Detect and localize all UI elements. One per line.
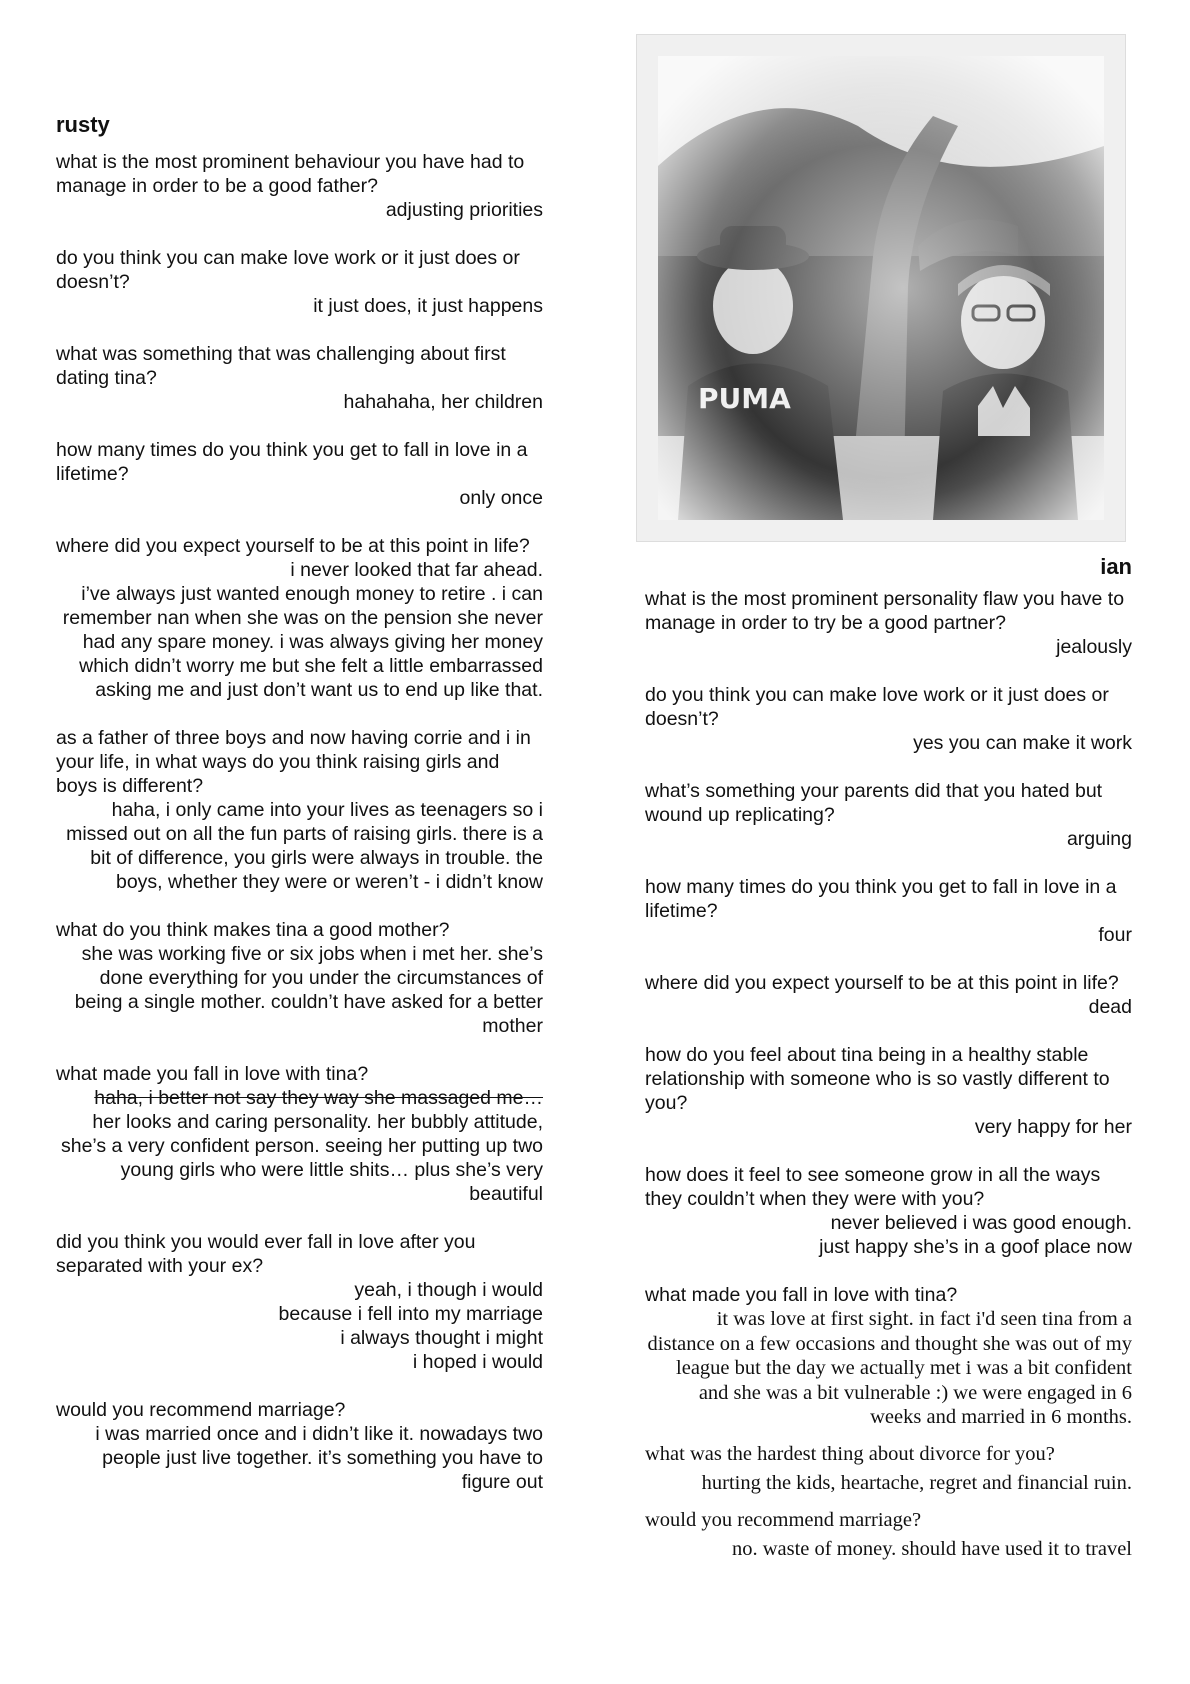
qa-item xyxy=(56,1398,543,1494)
qa-item xyxy=(645,1163,1132,1259)
ian-section xyxy=(645,554,1132,1572)
answer: adjusting priorities xyxy=(385,199,543,221)
answer: arguing xyxy=(1066,828,1132,850)
qa-item xyxy=(56,918,543,1038)
photo-two-men xyxy=(658,56,1104,520)
answer: hahahaha, her children xyxy=(343,391,543,413)
answer: she was working five or six jobs when i met her. she’s done everything for you under the circumstances of being a single mother. couldn’t have asked for a better mother xyxy=(74,943,543,1037)
answer: i never looked that far ahead. i’ve always just wanted enough money to retire . i can remember nan when she was on the pension she never had any spare money. i was always giving her money which didn’t worry me but she felt a little embarrassed asking me and just don’t want us to end up like that. xyxy=(62,559,543,701)
answer: four xyxy=(1098,924,1132,946)
qa-item xyxy=(645,1508,1132,1562)
qa-item xyxy=(56,150,543,222)
answer: haha, i only came into your lives as teenagers so i missed out on all the fun parts of raising girls. there is a bit of difference, you girls were always in trouble. the boys, whether they were or weren’t - i didn’t know xyxy=(66,799,543,893)
question: did you think you would ever fall in love after you separated with your ex? xyxy=(56,1231,476,1277)
question: where did you expect yourself to be at this point in life? xyxy=(645,972,1119,994)
qa-item xyxy=(56,438,543,510)
qa-item xyxy=(645,1442,1132,1496)
question: what was something that was challenging about first dating tina? xyxy=(56,343,506,389)
struck-answer: haha, i better not say they way she massaged me… xyxy=(94,1087,543,1109)
qa-item xyxy=(645,683,1132,755)
qa-item xyxy=(645,875,1132,947)
answer: i was married once and i didn’t like it. nowadays two people just live together. it’s something you have to figure out xyxy=(95,1423,543,1493)
answer: it was love at first sight. in fact i'd seen tina from a distance on a few occasions and thought she was out of my league but the day we actually met i was a bit confident and she was a bit vulnerable :) we were engaged in 6 weeks and married in 6 months. xyxy=(647,1308,1132,1428)
answer: dead xyxy=(1088,996,1132,1018)
question: what is the most prominent personality flaw you have to manage in order to try be a good partner? xyxy=(645,588,1125,634)
rusty-heading: rusty xyxy=(56,112,110,137)
answer: very happy for her xyxy=(974,1116,1132,1138)
answer: no. waste of money. should have used it to travel xyxy=(731,1538,1132,1560)
qa-item xyxy=(56,534,543,702)
qa-item xyxy=(645,971,1132,1019)
rusty-section xyxy=(56,112,543,1518)
question: where did you expect yourself to be at this point in life? xyxy=(56,535,530,557)
polaroid-photo xyxy=(636,34,1126,542)
answer: jealously xyxy=(1056,636,1132,658)
question: what’s something your parents did that you hated but wound up replicating? xyxy=(645,780,1103,826)
question: would you recommend marriage? xyxy=(645,1508,922,1531)
qa-item xyxy=(56,342,543,414)
question: as a father of three boys and now having corrie and i in your life, in what ways do you think raising girls and boys is different? xyxy=(56,727,531,797)
question: what made you fall in love with tina? xyxy=(56,1063,369,1085)
answer: only once xyxy=(459,487,543,509)
qa-item xyxy=(645,779,1132,851)
qa-item xyxy=(645,587,1132,659)
qa-item xyxy=(645,1043,1132,1139)
question: how does it feel to see someone grow in all the ways they couldn’t when they were with you? xyxy=(645,1164,1101,1210)
question: what was the hardest thing about divorce for you? xyxy=(645,1442,1055,1465)
qa-item xyxy=(56,246,543,318)
question: how do you feel about tina being in a healthy stable relationship with someone who is so vastly different to you? xyxy=(645,1044,1110,1114)
answer: yes you can make it work xyxy=(913,732,1132,754)
answer: it just does, it just happens xyxy=(313,295,543,317)
question: do you think you can make love work or it just does or doesn’t? xyxy=(645,684,1109,730)
question: what do you think makes tina a good mother? xyxy=(56,919,450,941)
answer: haha, i better not say they way she massaged me… her looks and caring personality. her bubbly attitude, she’s a very confident person. seeing her putting up two young girls who were little shits… plus she’s very beautiful xyxy=(56,1086,543,1206)
qa-item xyxy=(56,1230,543,1374)
ian-heading: ian xyxy=(1100,554,1132,579)
qa-item xyxy=(645,1283,1132,1430)
question: would you recommend marriage? xyxy=(56,1399,346,1421)
qa-item xyxy=(56,1062,543,1206)
question: how many times do you think you get to fall in love in a lifetime? xyxy=(645,876,1117,922)
question: how many times do you think you get to fall in love in a lifetime? xyxy=(56,439,528,485)
answer: yeah, i though i would because i fell into my marriage i always thought i might i hoped i would xyxy=(278,1279,543,1373)
question: what made you fall in love with tina? xyxy=(645,1284,958,1306)
answer: hurting the kids, heartache, regret and financial ruin. xyxy=(701,1472,1132,1494)
question: what is the most prominent behaviour you have had to manage in order to be a good father? xyxy=(56,151,525,197)
answer: never believed i was good enough. just happy she’s in a goof place now xyxy=(819,1212,1132,1258)
question: do you think you can make love work or it just does or doesn’t? xyxy=(56,247,520,293)
qa-item xyxy=(56,726,543,894)
